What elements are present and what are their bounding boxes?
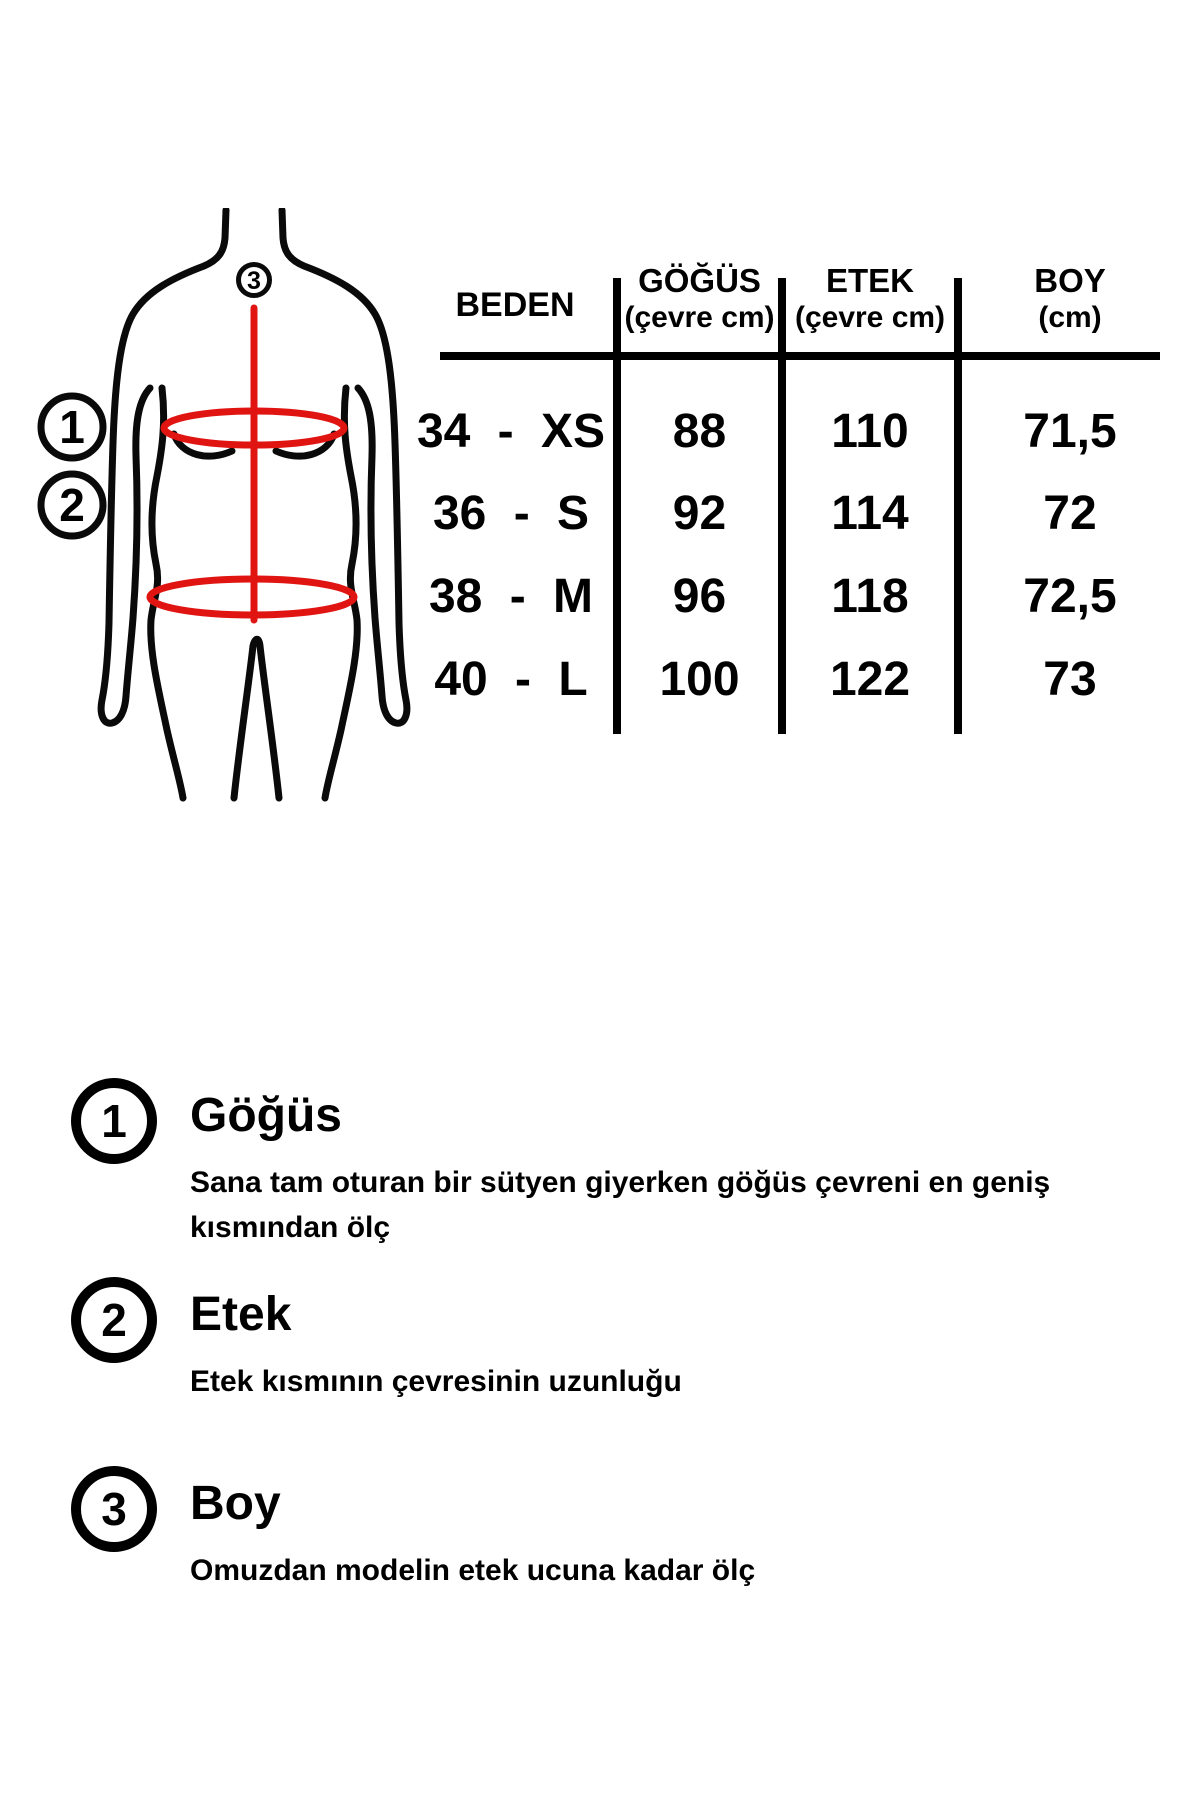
- legend-description: Omuzdan modelin etek ucuna kadar ölç: [190, 1554, 756, 1587]
- legend-title: Etek: [190, 1288, 292, 1341]
- table-cell-size: 36 - S: [432, 487, 590, 540]
- table-cell-chest: 100: [659, 653, 740, 706]
- table-cell-chest: 88: [672, 405, 727, 458]
- table-cell-skirt: 114: [831, 487, 909, 540]
- table-header-rule: [440, 352, 1160, 360]
- legend-badge-3: [71, 1466, 157, 1552]
- column-header-gogus-unit: (çevre cm): [624, 301, 775, 334]
- table-cell-size: 40 - L: [434, 653, 588, 706]
- marker-number-3: 3: [247, 267, 261, 295]
- legend-badge-2: [71, 1277, 157, 1363]
- body-figure-svg: [20, 208, 420, 838]
- table-cell-chest: 96: [672, 570, 727, 623]
- column-header-etek-unit: (çevre cm): [794, 301, 946, 334]
- legend-item-gogus: [71, 1078, 1125, 1250]
- table-cell-length: 72,5: [1023, 570, 1117, 623]
- table-cell-skirt: 118: [831, 570, 909, 623]
- legend-number: 3: [101, 1483, 127, 1535]
- legend-title: Göğüs: [190, 1089, 342, 1142]
- table-cell-size: 34 - XS: [416, 405, 606, 458]
- legend-title: Boy: [190, 1477, 281, 1530]
- legend-item-boy: [71, 1466, 1125, 1593]
- column-header-beden: BEDEN: [455, 286, 575, 324]
- column-header-boy-label: BOY: [1034, 262, 1106, 299]
- legend-text: [190, 1078, 1125, 1250]
- legend-number: 2: [101, 1294, 127, 1346]
- legend-item-etek: [71, 1277, 1125, 1404]
- table-cell-chest: 92: [672, 487, 727, 540]
- legend-description: Etek kısmının çevresinin uzunluğu: [190, 1365, 682, 1398]
- marker-number-1: 1: [59, 401, 85, 453]
- table-cell-skirt: 110: [831, 405, 909, 458]
- column-header-etek: [782, 262, 958, 336]
- legend-text: [190, 1277, 1125, 1404]
- table-cell-length: 73: [1043, 653, 1097, 706]
- column-header-gogus-label: GÖĞÜS: [638, 262, 761, 299]
- table-cell-length: 71,5: [1023, 405, 1117, 458]
- legend-badge-1: [71, 1078, 157, 1164]
- table-cell-size: 38 - M: [428, 570, 594, 623]
- body-measurement-diagram: [20, 208, 420, 838]
- column-header-etek-label: ETEK: [825, 262, 914, 299]
- body-outline-right-arm: [282, 210, 407, 723]
- column-header-boy-unit: (cm): [1038, 301, 1102, 334]
- marker-number-2: 2: [59, 479, 85, 531]
- legend-number: 1: [101, 1095, 127, 1147]
- legend-description: Sana tam oturan bir sütyen giyerken göğüs çevreni en geniş kısmından ölç: [190, 1166, 1051, 1244]
- table-cell-skirt: 122: [829, 653, 911, 706]
- body-outline-left-arm: [101, 210, 226, 723]
- legend-text: [190, 1466, 1125, 1593]
- column-header-boy: [958, 262, 1182, 336]
- table-cell-length: 72: [1043, 487, 1097, 540]
- column-header-gogus: [613, 262, 786, 336]
- body-outline-inner-legs: [234, 639, 279, 798]
